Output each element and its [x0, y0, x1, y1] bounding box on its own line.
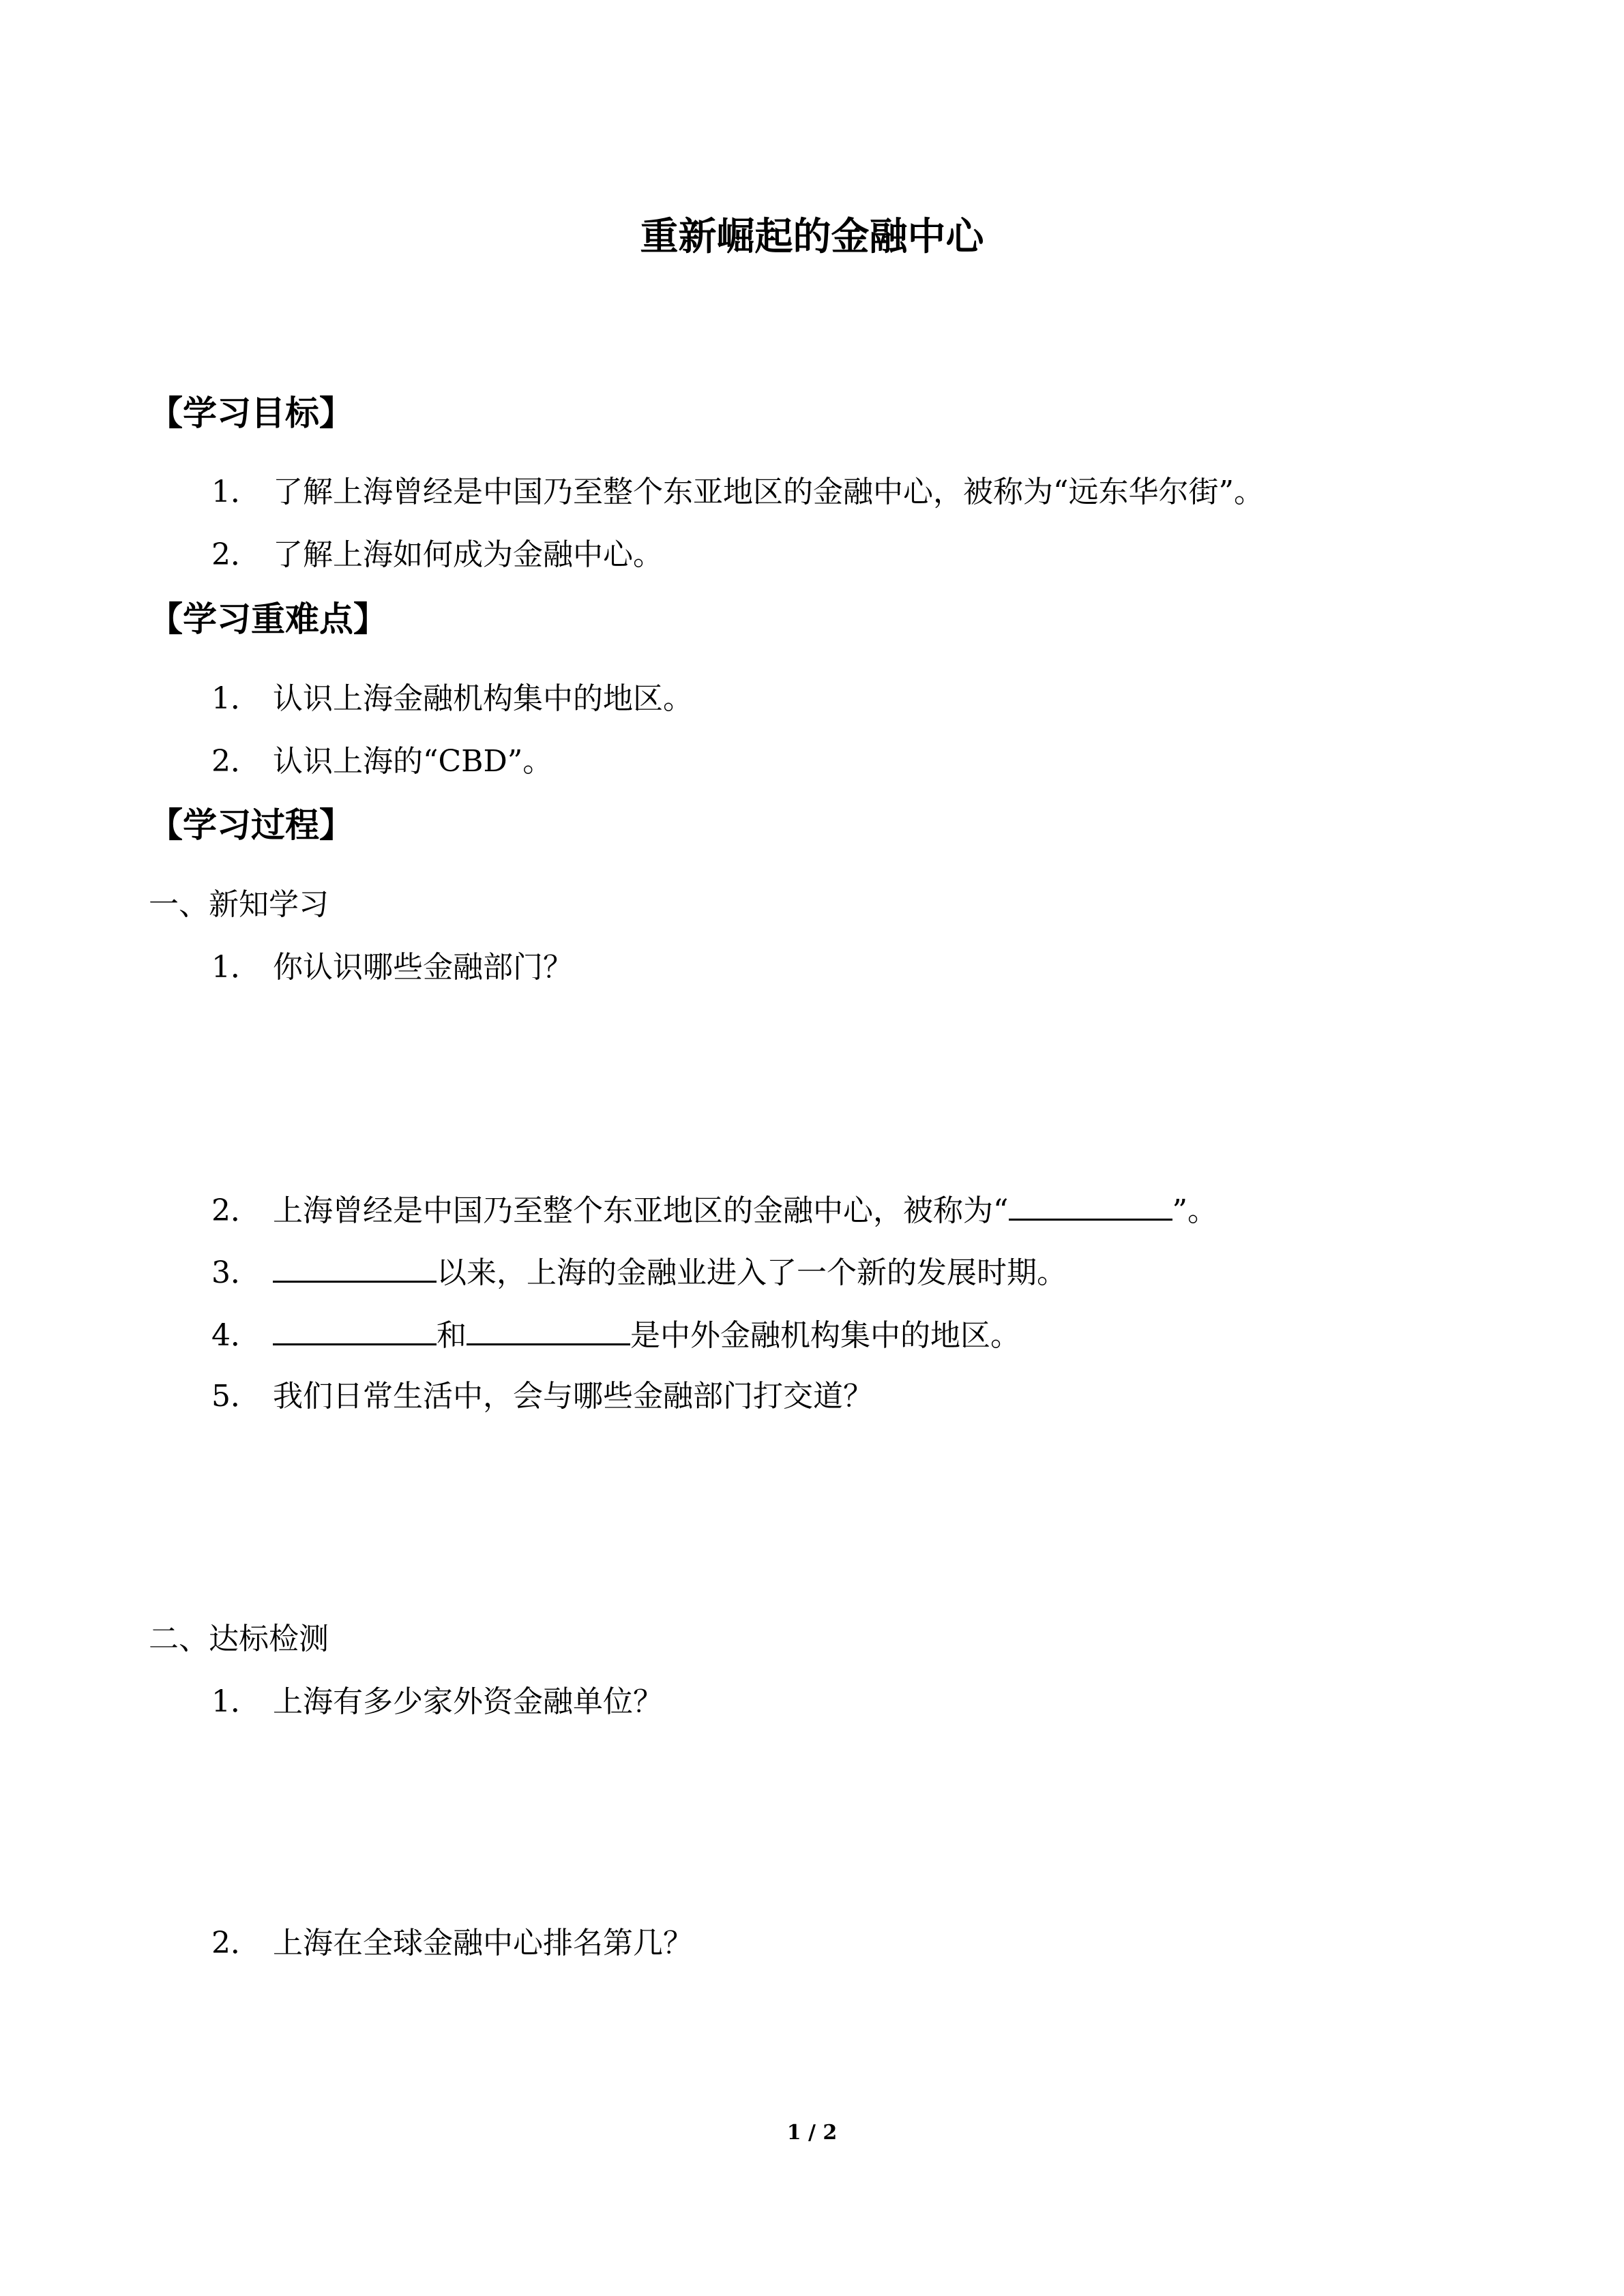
- question-item: [211, 947, 573, 988]
- item-number: 4．: [211, 1318, 261, 1353]
- item-text: 上海有多少家外资金融单位？: [273, 1684, 663, 1719]
- item-text: 认识上海金融机构集中的地区。: [273, 681, 693, 716]
- question-text-middle: 和: [437, 1318, 467, 1353]
- item-text: 你认识哪些金融部门？: [273, 950, 573, 985]
- subsection-heading-new-knowledge: 一、新知学习: [149, 887, 329, 922]
- page-number: 1 / 2: [786, 2121, 838, 2145]
- fill-blank-question: [211, 1313, 1020, 1356]
- key-point-item: [211, 679, 693, 719]
- goal-item: [211, 472, 1264, 513]
- question-text-after: ”。: [1172, 1193, 1217, 1228]
- section-heading-key-points: 【学习重难点】: [149, 599, 387, 639]
- fill-blank-question: [211, 1189, 1217, 1232]
- item-number: 5．: [211, 1379, 261, 1414]
- item-number: 1．: [211, 681, 261, 716]
- subsection-heading-assessment: 二、达标检测: [149, 1622, 329, 1656]
- answer-blank[interactable]: [273, 1251, 437, 1283]
- item-number: 2．: [211, 1193, 261, 1228]
- key-point-item: [211, 741, 552, 782]
- question-text-after: 以来，上海的金融业进入了一个新的发展时期。: [437, 1255, 1067, 1290]
- question-item: [211, 1923, 693, 1964]
- page-title: 重新崛起的金融中心: [640, 215, 984, 259]
- item-number: 1．: [211, 950, 261, 985]
- item-text: 了解上海曾经是中国乃至整个东亚地区的金融中心，被称为“远东华尔街”。: [273, 475, 1264, 509]
- item-text: 上海在全球金融中心排名第几？: [273, 1926, 693, 1960]
- question-text-before: 上海曾经是中国乃至整个东亚地区的金融中心，被称为“: [273, 1193, 1009, 1228]
- goal-item: [211, 535, 663, 576]
- question-item: [211, 1682, 663, 1723]
- question-text-after: 是中外金融机构集中的地区。: [630, 1318, 1020, 1353]
- item-text: 了解上海如何成为金融中心。: [273, 537, 663, 572]
- item-number: 2．: [211, 1926, 261, 1960]
- item-number: 3．: [211, 1255, 261, 1290]
- item-text: 我们日常生活中，会与哪些金融部门打交道？: [273, 1379, 873, 1414]
- item-number: 2．: [211, 537, 261, 572]
- fill-blank-question: [211, 1251, 1067, 1294]
- question-item: [211, 1376, 873, 1417]
- item-number: 1．: [211, 475, 261, 509]
- item-number: 1．: [211, 1684, 261, 1719]
- section-heading-goals: 【学习目标】: [149, 393, 353, 433]
- answer-blank[interactable]: [273, 1313, 437, 1345]
- section-heading-process: 【学习过程】: [149, 805, 353, 845]
- answer-blank[interactable]: [1009, 1189, 1172, 1221]
- answer-blank[interactable]: [467, 1313, 630, 1345]
- item-number: 2．: [211, 744, 261, 779]
- item-text: 认识上海的“CBD”。: [273, 744, 553, 779]
